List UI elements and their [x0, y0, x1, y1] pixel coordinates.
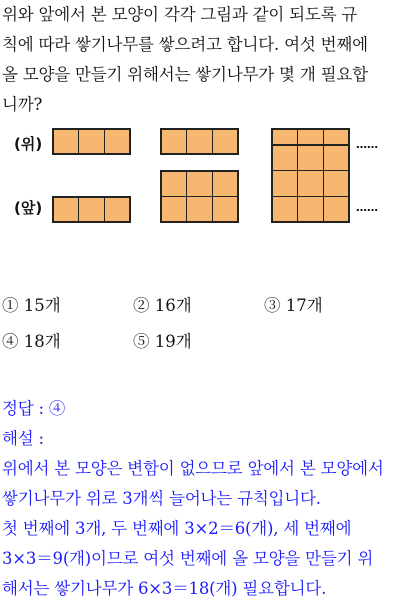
choice-3[interactable]: ③ 17개	[264, 296, 323, 315]
question-text	[2, 0, 398, 120]
explanation-line: 3×3＝9(개)이므로 여섯 번째에 올 모양을 만들기 위	[2, 549, 374, 568]
choice-5[interactable]: ⑤ 19개	[133, 332, 192, 351]
top-view-outline	[52, 128, 131, 155]
explanation-line: 해서는 쌓기나무가 6×3＝18(개) 필요합니다.	[2, 579, 327, 598]
top-view-outline	[160, 128, 239, 155]
choice-4[interactable]: ④ 18개	[2, 332, 61, 351]
explanation-line: 쌓기나무가 위로 3개씩 늘어나는 규칙입니다.	[2, 489, 321, 508]
front-view-outline	[52, 196, 131, 223]
top-view-label: (위)	[14, 135, 43, 153]
front-view-outline	[271, 144, 350, 223]
choice-2[interactable]: ② 16개	[133, 296, 192, 315]
continuation-dots: ……	[356, 138, 378, 151]
continuation-dots: ……	[356, 201, 378, 214]
explanation-title: 해설 :	[2, 429, 44, 448]
answer-line: 정답 : ④	[2, 399, 66, 418]
explanation-line: 위에서 본 모양은 변함이 없으므로 앞에서 본 모양에서	[2, 459, 384, 478]
explanation-line: 첫 번째에 3개, 두 번째에 3×2＝6(개), 세 번째에	[2, 519, 352, 538]
choice-1[interactable]: ① 15개	[2, 296, 61, 315]
question-line: 올 모양을 만들기 위해서는 쌓기나무가 몇 개 필요합	[2, 65, 368, 84]
question-line: 니까?	[2, 95, 43, 114]
front-view-label: (앞)	[14, 199, 43, 217]
question-line: 위와 앞에서 본 모양이 각각 그림과 같이 되도록 규	[2, 5, 358, 24]
answer-section	[2, 394, 400, 604]
question-line: 칙에 따라 쌓기나무를 쌓으려고 합니다. 여섯 번째에	[2, 35, 368, 54]
front-view-outline	[160, 170, 239, 223]
